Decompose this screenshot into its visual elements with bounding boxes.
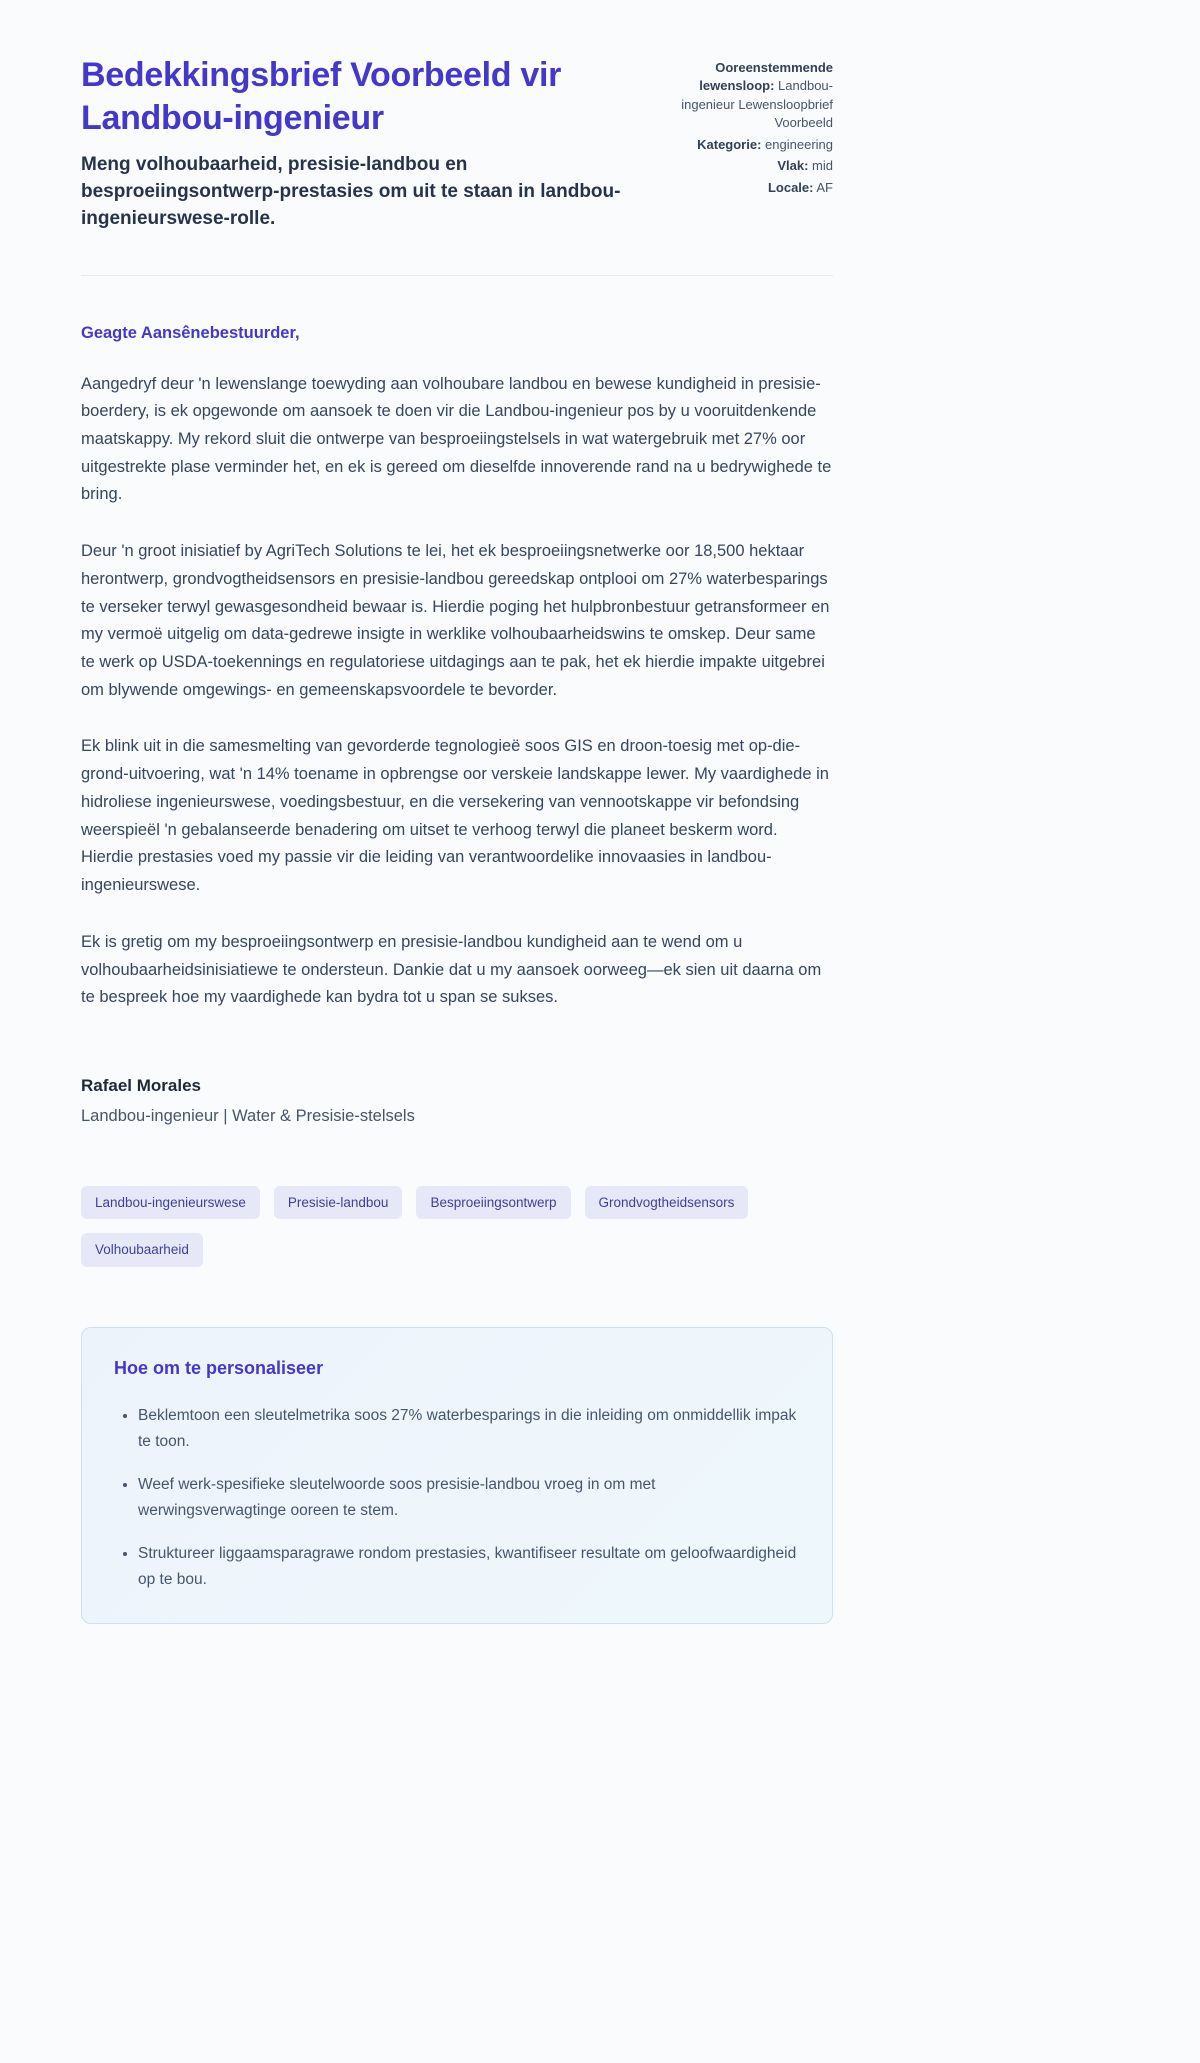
tip-item: • Beklemtoon een sleutelmetrika soos 27% waterbesparings in die inleiding om onmiddellik impak te toon. — [138, 1403, 800, 1455]
letter-paragraph: Aangedryf deur 'n lewenslange toewyding aan volhoubare landbou en bewese kundigheid in presisie-boerdery, is ek opgewonde om aansoek te doen vir die Landbou-ingenieur pos by u vooruitdenkende maatskappy. My rekord sluit die ontwerpe van besproeiingstelsels in wat watergebruik met 27% oor uitgestrekte plase verminder het, en ek is gereed om dieselfde innoverende rand na u bedrywighede te bring. — [81, 374, 832, 504]
tag-list — [81, 1186, 833, 1267]
tip-item: • Weef werk-spesifieke sleutelwoorde soos presisie-landbou vroeg in om met werwingsverwagtinge ooreen te stem. — [138, 1472, 800, 1524]
meta-resume — [653, 59, 833, 133]
signature-name: Rafael Morales — [81, 1075, 201, 1095]
meta-locale — [653, 179, 833, 197]
meta-category-label: Kategorie: — [697, 136, 762, 152]
header — [81, 54, 833, 233]
meta-resume-label: Ooreenstemmende lewensloop: — [699, 60, 833, 94]
personalization-tips-box — [81, 1327, 833, 1624]
meta-category-value: engineering — [765, 136, 833, 152]
page-subtitle: Meng volhoubaarheid, presisie-landbou en besproeiingsontwerp-prestasies om uit te staan in landbou-ingenieurswese-rolle. — [81, 153, 621, 229]
meta-level-label: Vlak: — [777, 158, 809, 174]
meta-resume-value: Landbou-ingenieur Lewensloopbrief Voorbeeld — [681, 78, 833, 131]
tips-title: Hoe om te personaliseer — [114, 1357, 324, 1378]
tag-chip[interactable]: Grondvogtheidsensors — [585, 1186, 749, 1220]
header-titles — [81, 54, 625, 233]
meta-level — [653, 157, 833, 175]
tag-chip[interactable]: Besproeiingsontwerp — [416, 1186, 570, 1220]
meta-level-value: mid — [812, 158, 833, 174]
letter-paragraph: Ek is gretig om my besproeiingsontwerp en presisie-landbou kundigheid aan te wend om u volhoubaarheidsinisiatiewe te ondersteun. Dankie dat u my aansoek oorweeg—ek sien uit daarna om te bespreek hoe my vaardighede kan bydra tot u span se sukses. — [81, 932, 822, 1007]
header-divider — [81, 275, 833, 276]
meta-locale-value: AF — [816, 179, 833, 195]
tag-chip[interactable]: Volhoubaarheid — [81, 1233, 203, 1267]
letter-paragraph: Ek blink uit in die samesmelting van gevorderde tegnologieë soos GIS en droon-toesig met op-die-grond-uitvoering, wat 'n 14% toename in opbrengse oor verskeie landskappe lewer. My vaardighede in hidroliese ingenieurswese, voedingsbestuur, en die versekering van vennootskappe vir befondsing weerspieël 'n gebalanseerde benadering om uitset te verhoog terwyl die planeet beskerm word. Hierdie prestasies voed my passie vir die leiding van verantwoordelike innovaasies in landbou-ingenieurswese. — [81, 737, 829, 895]
content-container — [81, 0, 833, 1624]
tips-list — [114, 1403, 800, 1593]
meta-locale-label: Locale: — [767, 179, 814, 195]
tip-item: • Struktureer liggaamsparagrawe rondom prestasies, kwantifiseer resultate om geloofwaardigheid op te bou. — [138, 1541, 800, 1593]
letter-paragraph: Deur 'n groot inisiatief by AgriTech Solutions te lei, het ek besproeiingsnetwerke oor 18,500 hektaar herontwerp, grondvogtheidsensors en presisie-landbou gereedskap ontplooi om 27% waterbesparings te verseker terwyl gewasgesondheid bewaar is. Hierdie poging het hulpbronbestuur getransformeer en my vermoë uitgelig om data-gedrewe insigte in werklike volhoubaarheidswins te omskep. Deur same te werk op USDA-toekennings en regulatoriese uitdagings aan te pak, het ek hierdie impakte uitgebrei om blywende omgewings- en gemeenskapsvoordele te bevorder. — [81, 542, 830, 699]
signature-title: Landbou-ingenieur | Water & Presisie-stelsels — [81, 1106, 415, 1125]
meta-block — [653, 54, 833, 233]
meta-category — [653, 136, 833, 154]
letter-body — [81, 324, 833, 1126]
letter-greeting: Geagte Aansênebestuurder, — [81, 323, 300, 342]
tag-chip[interactable]: Landbou-ingenieurswese — [81, 1186, 260, 1220]
page-title: Bedekkingsbrief Voorbeeld vir Landbou-ingenieur — [81, 56, 562, 137]
tag-chip[interactable]: Presisie-landbou — [274, 1186, 403, 1220]
